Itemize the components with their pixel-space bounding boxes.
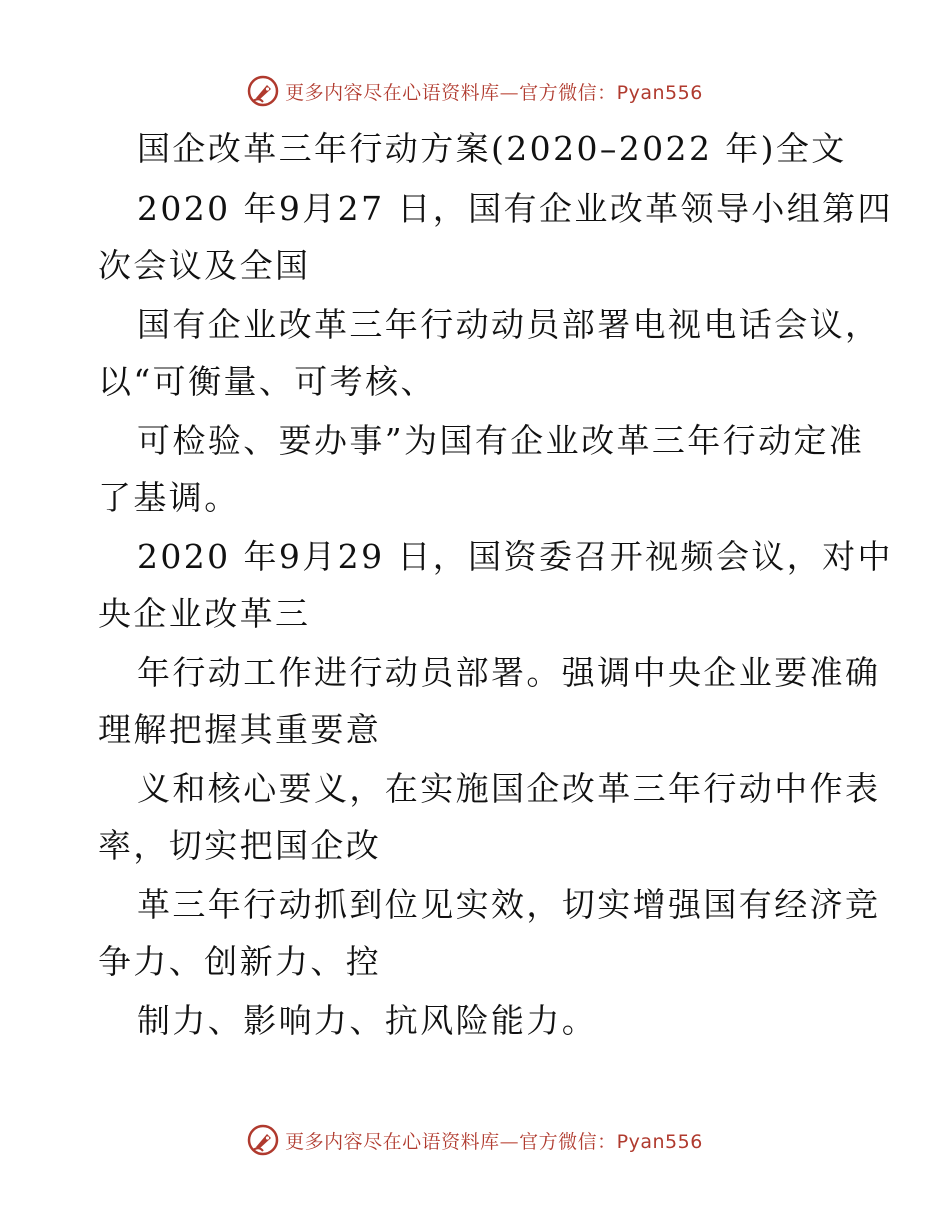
paragraph-line: 率，切实把国企改 — [98, 826, 382, 865]
watermark-site-label: 更多内容尽在心语资料库 — [285, 1130, 500, 1153]
watermark-text — [285, 78, 703, 105]
watermark-separator: — — [499, 1130, 520, 1153]
paragraph-line: 义和核心要义，在实施国企改革三年行动中作表 — [137, 769, 881, 808]
paragraph-line: 理解把握其重要意 — [98, 710, 382, 749]
document-title: 国企改革三年行动方案(2020–2022 年)全文 — [137, 129, 847, 168]
watermark-site-label: 更多内容尽在心语资料库 — [285, 81, 500, 104]
paragraph-line: 次会议及全国 — [98, 246, 311, 285]
footer-watermark — [0, 1120, 950, 1160]
paragraph-line: 革三年行动抓到位见实效，切实增强国有经济竞 — [137, 885, 881, 924]
paragraph-line: 争力、创新力、控 — [98, 942, 382, 981]
watermark-contact: 官方微信：Pyan556 — [519, 1130, 703, 1153]
paragraph-line: 制力、影响力、抗风险能力。 — [137, 1001, 598, 1040]
paragraph-line: 2020 年9月27 日，国有企业改革领导小组第四 — [137, 189, 893, 228]
paragraph-line: 年行动工作进行动员部署。强调中央企业要准确 — [137, 653, 881, 692]
paragraph-line: 国有企业改革三年行动动员部署电视电话会议， — [137, 305, 881, 344]
paragraph-line: 了基调。 — [98, 478, 240, 517]
watermark-text — [285, 1127, 703, 1154]
paragraph-line: 2020 年9月29 日，国资委召开视频会议，对中 — [137, 537, 893, 576]
watermark-contact: 官方微信：Pyan556 — [519, 81, 703, 104]
paragraph-line: 以“可衡量、可考核、 — [98, 362, 436, 401]
header-watermark — [0, 71, 950, 111]
paragraph-line: 央企业改革三 — [98, 594, 311, 633]
pen-nib-logo — [247, 75, 279, 107]
paragraph-line: 可检验、要办事”为国有企业改革三年行动定准 — [137, 421, 865, 460]
watermark-separator: — — [499, 81, 520, 104]
pen-nib-logo — [247, 1124, 279, 1156]
